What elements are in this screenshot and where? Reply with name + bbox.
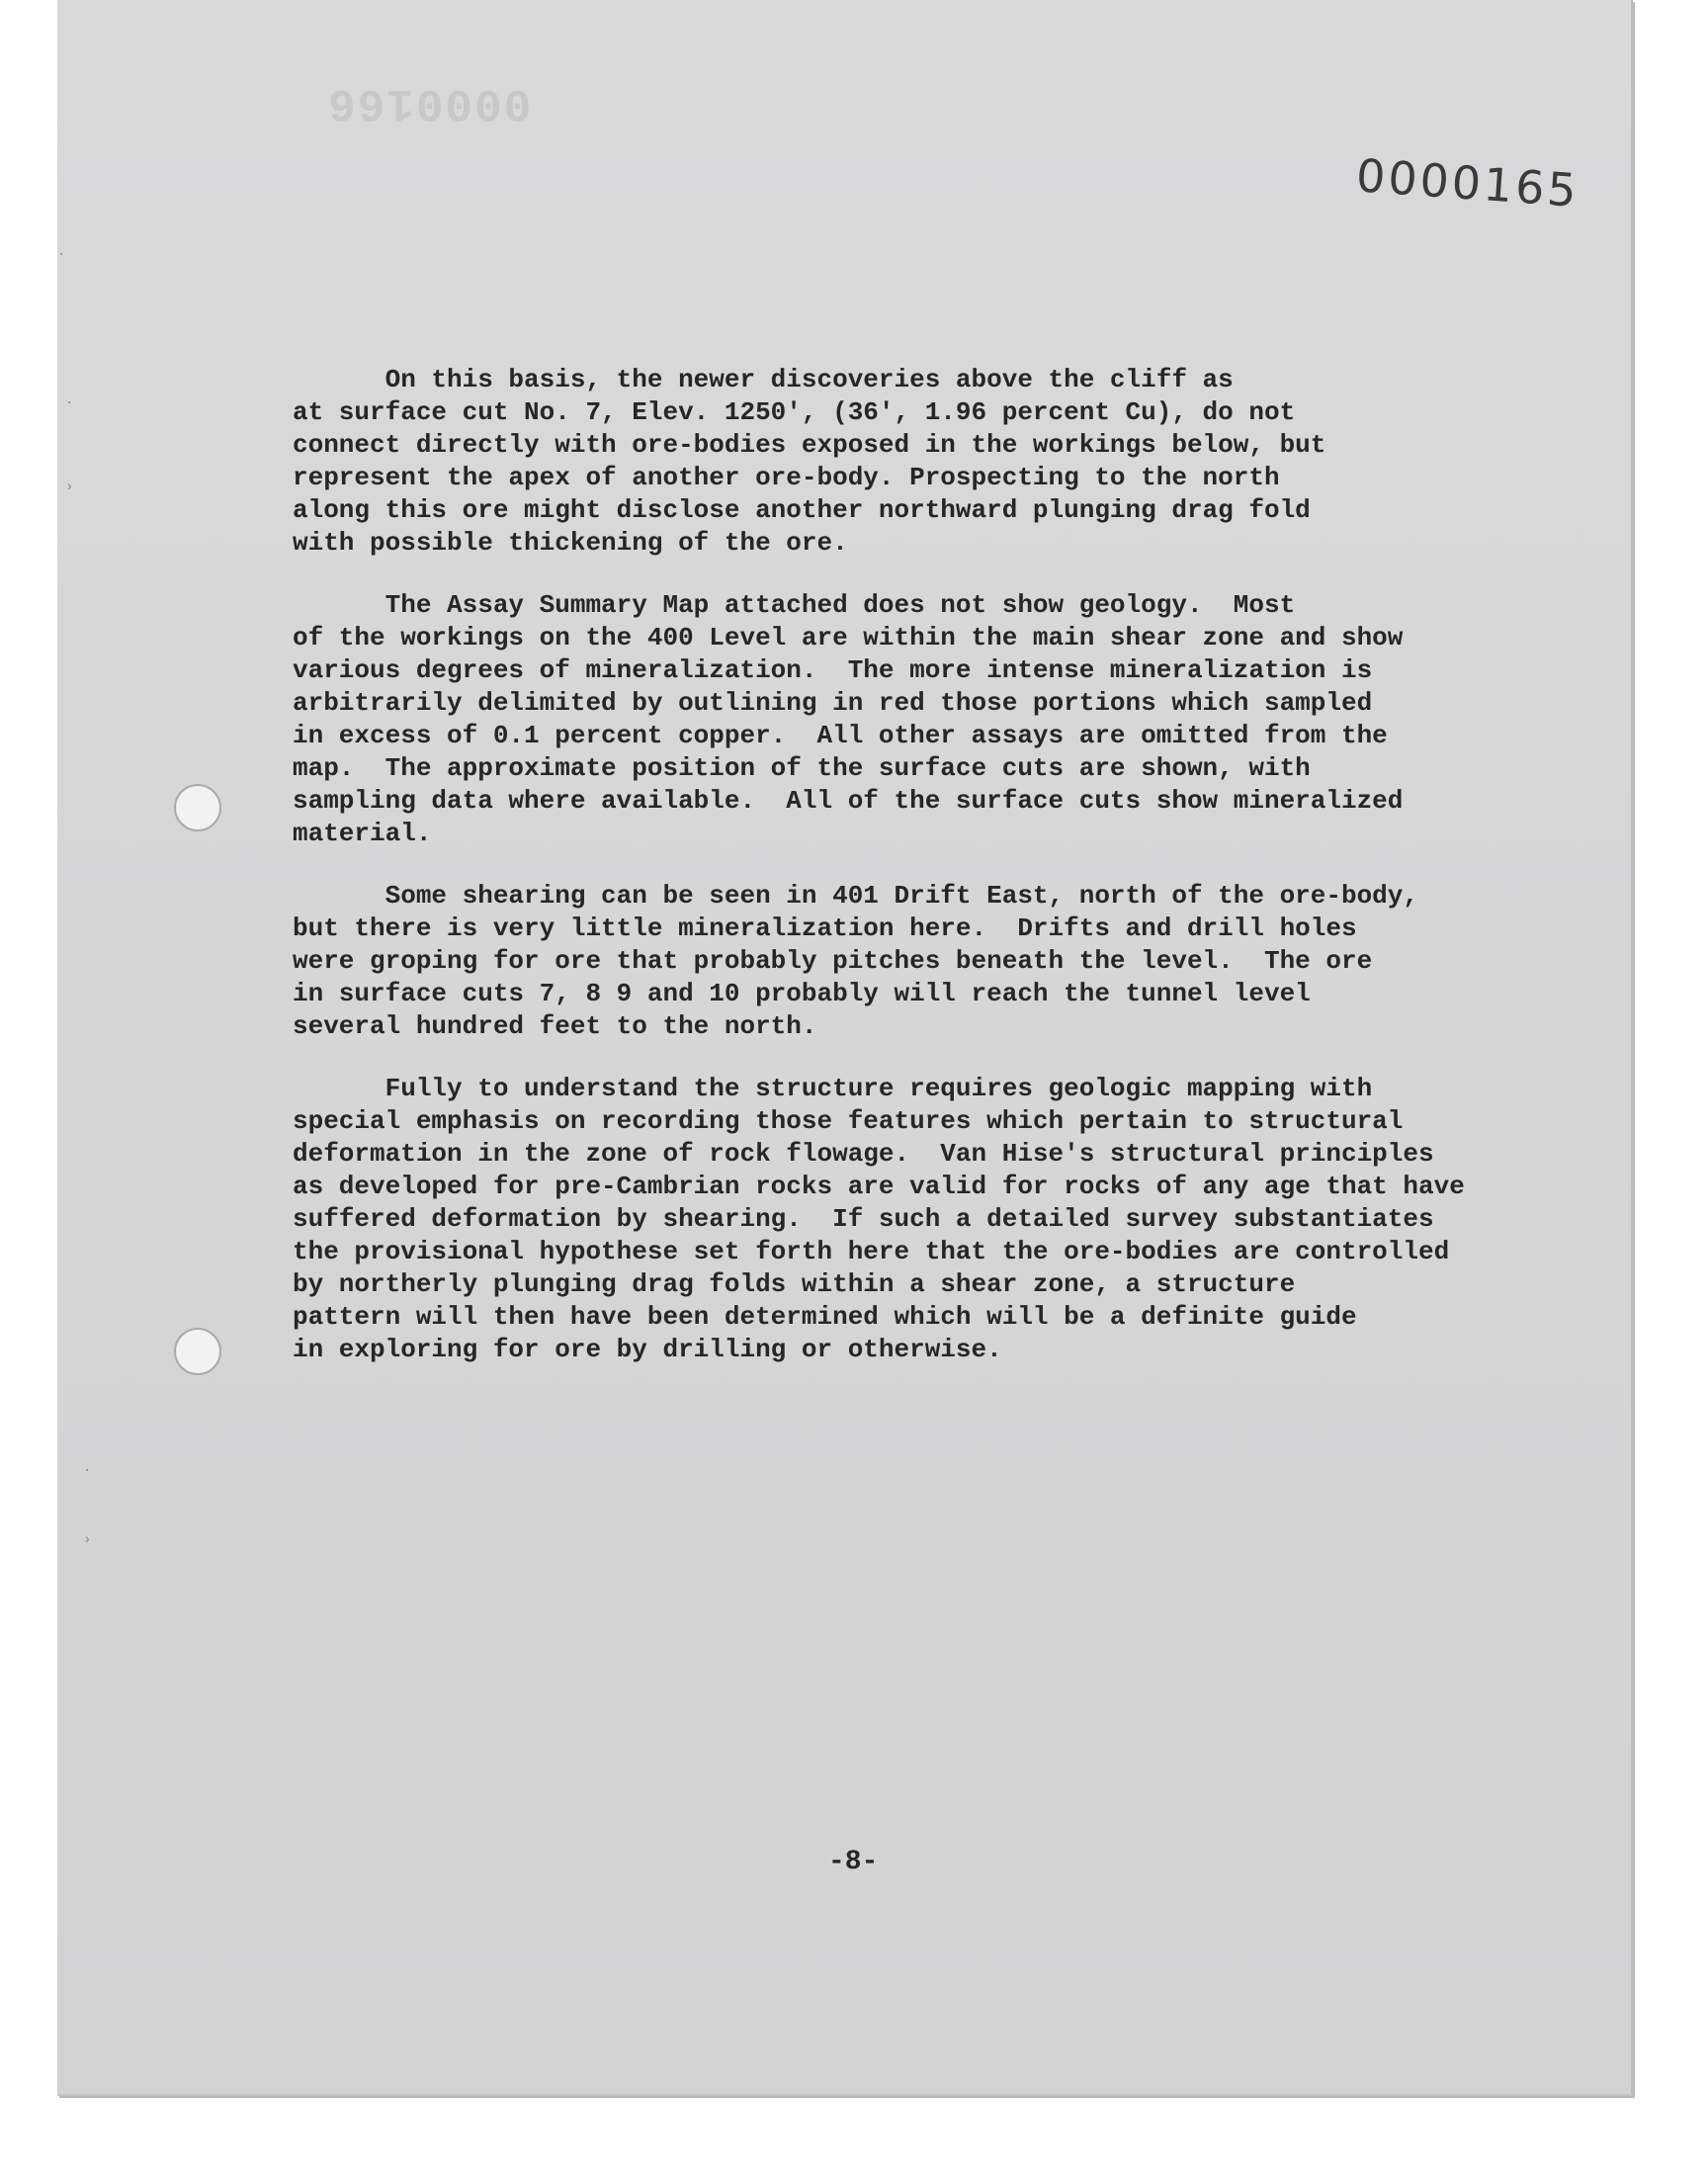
margin-mark: · (83, 1463, 92, 1479)
text-line: material. (293, 819, 432, 848)
text-line: but there is very little mineralization here. Drifts and drill holes (293, 914, 1357, 943)
text-line: as developed for pre-Cambrian rocks are valid for rocks of any age that have (293, 1172, 1465, 1201)
text-line: deformation in the zone of rock flowage. Van Hise's structural principles (293, 1139, 1434, 1169)
text-line: arbitrarily delimited by outlining in red those portions which sampled (293, 688, 1373, 718)
text-line: along this ore might disclose another northward plunging drag fold (293, 495, 1311, 525)
text-line: Some shearing can be seen in 401 Drift East, north of the ore-body, (293, 881, 1418, 911)
paragraph (293, 364, 1558, 560)
text-line: sampling data where available. All of the surface cuts show mineralized (293, 786, 1404, 816)
paragraph (293, 589, 1558, 850)
body-text (293, 364, 1558, 1396)
text-line: in exploring for ore by drilling or otherwise. (293, 1335, 1002, 1364)
text-line: Fully to understand the structure requires geologic mapping with (293, 1074, 1373, 1103)
paragraph (293, 880, 1558, 1043)
text-line: by northerly plunging drag folds within a shear zone, a structure (293, 1269, 1296, 1299)
text-line: of the workings on the 400 Level are within the main shear zone and show (293, 623, 1404, 652)
margin-mark: › (83, 1532, 92, 1548)
text-line: various degrees of mineralization. The more intense mineralization is (293, 655, 1373, 685)
text-line: The Assay Summary Map attached does not show geology. Most (293, 590, 1296, 620)
punch-hole (174, 1328, 221, 1375)
page-number: -8- (828, 1847, 879, 1877)
text-line: the provisional hypothese set forth here that the ore-bodies are controlled (293, 1237, 1450, 1266)
text-line: several hundred feet to the north. (293, 1011, 817, 1041)
document-control-number: 0000165 (1354, 148, 1581, 218)
text-line: with possible thickening of the ore. (293, 528, 848, 558)
bleed-through-number: 0000166 (326, 77, 532, 129)
text-line: connect directly with ore-bodies exposed in the workings below, but (293, 430, 1326, 460)
margin-mark: › (65, 479, 74, 495)
text-line: special emphasis on recording those features which pertain to structural (293, 1106, 1404, 1136)
margin-mark: · (65, 395, 74, 411)
text-line: map. The approximate position of the surface cuts are shown, with (293, 753, 1311, 783)
text-line: represent the apex of another ore-body. Prospecting to the north (293, 463, 1280, 492)
text-line: On this basis, the newer discoveries above the cliff as (293, 365, 1234, 394)
text-line: in excess of 0.1 percent copper. All other assays are omitted from the (293, 721, 1388, 750)
text-line: pattern will then have been determined which will be a definite guide (293, 1302, 1357, 1332)
text-line: suffered deformation by shearing. If such a detailed survey substantiates (293, 1204, 1434, 1234)
punch-hole (174, 784, 221, 831)
text-line: at surface cut No. 7, Elev. 1250', (36', 1.96 percent Cu), do not (293, 397, 1296, 427)
text-line: were groping for ore that probably pitches beneath the level. The ore (293, 946, 1373, 976)
text-line: in surface cuts 7, 8 9 and 10 probably will reach the tunnel level (293, 979, 1311, 1008)
paragraph (293, 1073, 1558, 1366)
margin-mark: · (57, 247, 66, 263)
